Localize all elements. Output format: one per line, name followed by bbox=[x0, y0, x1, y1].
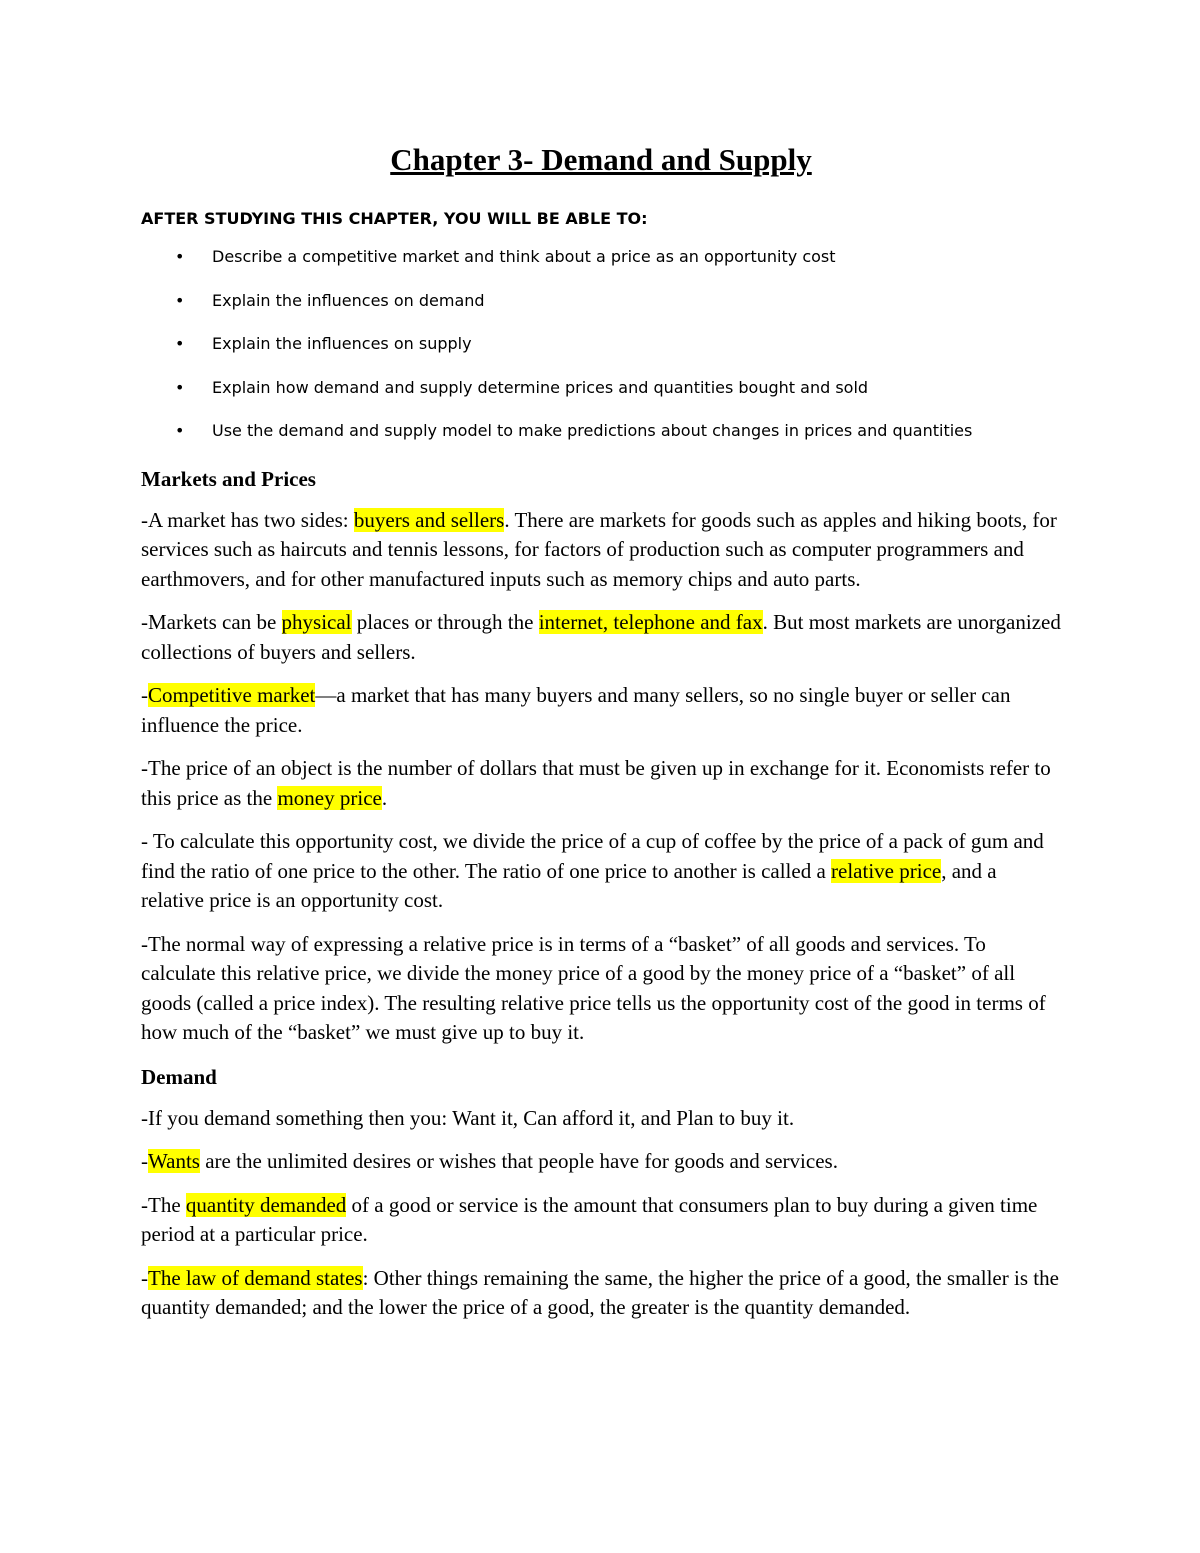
list-item bbox=[141, 246, 1061, 268]
highlighted-term: money price bbox=[277, 785, 382, 810]
highlighted-term: relative price bbox=[831, 858, 942, 883]
list-item bbox=[141, 333, 1061, 355]
paragraph-quantity-demanded bbox=[141, 1191, 1061, 1250]
objective-text: Explain the influences on supply bbox=[212, 334, 472, 353]
section-heading-demand: Demand bbox=[141, 1064, 217, 1089]
objective-text: Explain the influences on demand bbox=[212, 290, 485, 310]
text-run: - bbox=[141, 1265, 148, 1290]
list-item bbox=[141, 290, 1061, 312]
text-run: - bbox=[141, 1149, 148, 1173]
highlighted-term: Wants bbox=[148, 1149, 200, 1173]
text-run: . There are markets for goods such as apples and hiking boots, for services such as haircuts and tennis lessons, for factors of production such as computer programmers and earthmovers, and for other manufactured inputs such as memory chips and auto parts. bbox=[141, 507, 1057, 591]
text-run: -If you demand something then you: Want it, Can afford it, and Plan to buy it. bbox=[141, 1105, 795, 1130]
paragraph-price-basket bbox=[141, 930, 1061, 1048]
highlighted-term: The law of demand states bbox=[148, 1265, 363, 1290]
objectives-intro: AFTER STUDYING THIS CHAPTER, YOU WILL BE ABLE TO: bbox=[141, 209, 648, 228]
bullet-icon: • bbox=[175, 290, 185, 310]
paragraph-money-price bbox=[141, 754, 1061, 813]
text-run: . bbox=[381, 785, 388, 810]
text-run: -Markets can be bbox=[141, 610, 282, 634]
list-item bbox=[141, 377, 1061, 399]
objectives-list bbox=[141, 246, 1061, 442]
text-run: places or through the bbox=[351, 610, 539, 634]
paragraph-relative-price bbox=[141, 827, 1061, 916]
highlighted-term: quantity demanded bbox=[185, 1192, 347, 1217]
text-run: - bbox=[141, 683, 148, 707]
text-run: of a good or service is the amount that consumers plan to buy during a given time period at a particular price. bbox=[141, 1192, 1038, 1246]
bullet-icon: • bbox=[175, 334, 185, 353]
text-run: - To calculate this opportunity cost, we divide the price of a cup of coffee by the price of a pack of gum and find the ratio of one price to the other. The ratio of one price to another is called a bbox=[141, 829, 1044, 883]
paragraph-wants bbox=[141, 1147, 1061, 1177]
text-run: are the unlimited desires or wishes that people have for goods and services. bbox=[199, 1149, 838, 1173]
text-run: . But most markets are unorganized collections of buyers and sellers. bbox=[141, 610, 1061, 664]
objective-text: Explain how demand and supply determine prices and quantities bought and sold bbox=[212, 377, 869, 397]
highlighted-term: buyers and sellers bbox=[353, 507, 505, 532]
paragraph-market-sides bbox=[141, 506, 1061, 595]
text-run: -The normal way of expressing a relative price is in terms of a “basket” of all goods and services. To calculate this relative price, we divide the money price of a good by the money price of a “basket” of all goods (called a price index). The resulting relative price tells us the opportunity cost of the good in terms of how much of the “basket” we must give up to buy it. bbox=[141, 931, 1046, 1044]
text-run: , and a relative price is an opportunity cost. bbox=[141, 858, 997, 912]
text-run: —a market that has many buyers and many sellers, so no single buyer or seller can influence the price. bbox=[141, 683, 1011, 737]
section-heading-markets-and-prices: Markets and Prices bbox=[141, 466, 316, 491]
highlighted-term: Competitive market bbox=[148, 683, 316, 707]
objective-text: Describe a competitive market and think about a price as an opportunity cost bbox=[212, 247, 836, 266]
text-run: -A market has two sides: bbox=[141, 507, 354, 532]
bullet-icon: • bbox=[175, 247, 185, 266]
document-content bbox=[141, 138, 1061, 1337]
paragraph-market-places bbox=[141, 608, 1061, 667]
paragraph-law-of-demand bbox=[141, 1264, 1061, 1323]
bullet-icon: • bbox=[175, 377, 185, 397]
bullet-icon: • bbox=[175, 421, 185, 440]
list-item bbox=[141, 420, 1061, 442]
page-title: Chapter 3- Demand and Supply bbox=[390, 142, 812, 177]
paragraph-demand-definition bbox=[141, 1104, 1061, 1134]
paragraph-competitive-market bbox=[141, 681, 1061, 740]
text-run: -The bbox=[141, 1192, 186, 1217]
highlighted-term: physical bbox=[281, 610, 352, 634]
text-run: -The price of an object is the number of dollars that must be given up in exchange for it. Economists refer to this price as the bbox=[141, 756, 1051, 810]
objective-text: Use the demand and supply model to make predictions about changes in prices and quantities bbox=[212, 421, 973, 440]
highlighted-term: internet, telephone and fax bbox=[538, 610, 763, 634]
text-run: : Other things remaining the same, the higher the price of a good, the smaller is the quantity demanded; and the lower the price of a good, the greater is the quantity demanded. bbox=[141, 1265, 1059, 1319]
